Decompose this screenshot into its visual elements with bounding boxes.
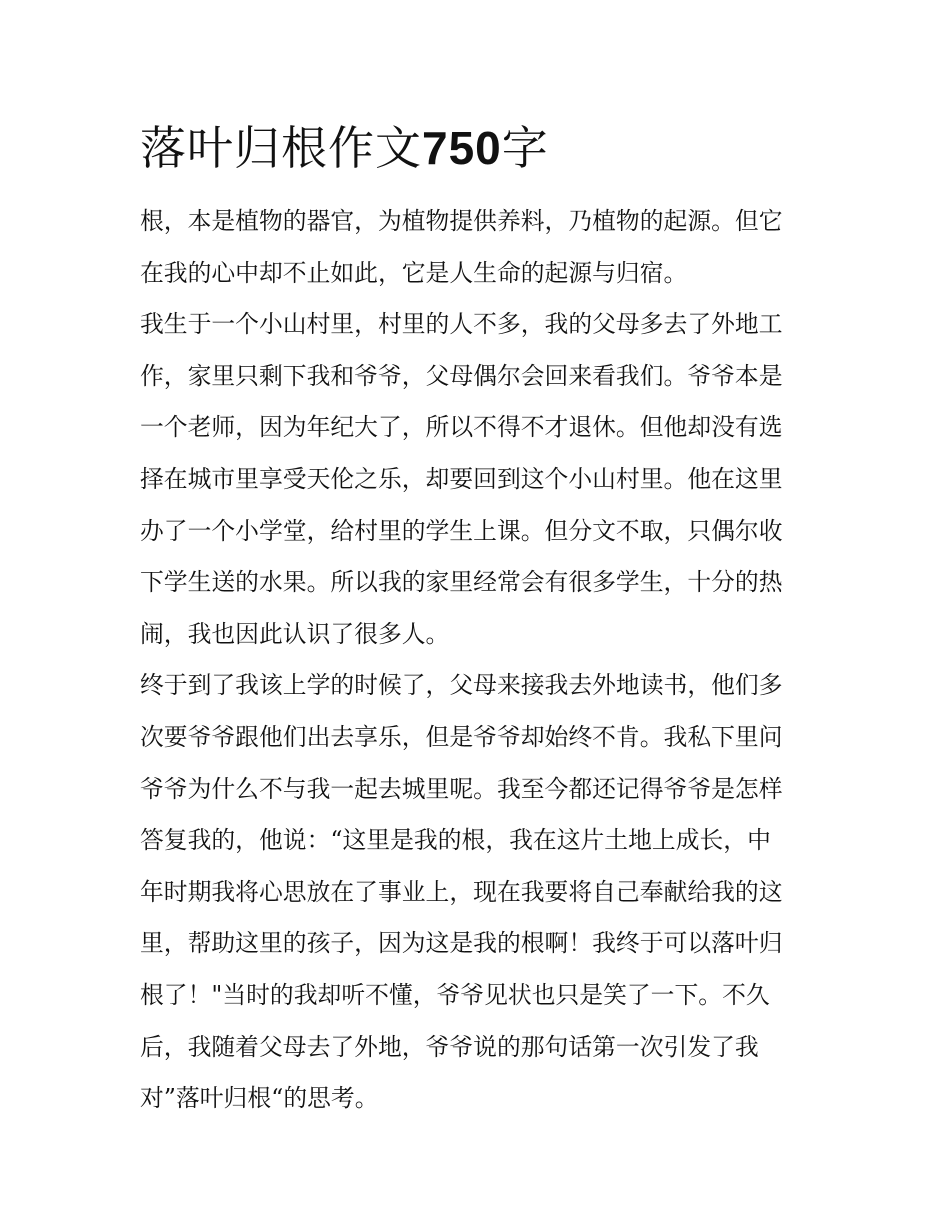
text-line: 办了一个小学堂，给村里的学生上课。但分文不取，只偶尔收 [140,516,783,545]
text-line: 根了！"当时的我却听不懂，爷爷见状也只是笑了一下。不久 [140,980,770,1009]
text-line: 在我的心中却不止如此，它是人生命的起源与归宿。 [140,258,688,287]
text-line: 次要爷爷跟他们出去享乐，但是爷爷却始终不肯。我私下里问 [140,722,783,751]
text-line: 后，我随着父母去了外地，爷爷说的那句话第一次引发了我 [140,1032,759,1061]
text-line: 作，家里只剩下我和爷爷，父母偶尔会回来看我们。爷爷本是 [140,361,783,390]
text-line: 终于到了我该上学的时候了，父母来接我去外地读书，他们多 [140,671,783,700]
document-title [140,116,549,180]
text-line: 根，本是植物的器官，为植物提供养料，乃植物的起源。但它 [140,207,783,235]
text-line: 对”落叶归根“的思考。 [140,1084,379,1113]
title-text: 落叶归根作文 [140,121,422,175]
text-line: 闹，我也因此认识了很多人。 [140,619,450,648]
text-line: 下学生送的水果。所以我的家里经常会有很多学生，十分的热 [140,568,783,597]
text-line: 我生于一个小山村里，村里的人不多，我的父母多去了外地工 [140,310,783,339]
text-line: 一个老师，因为年纪大了，所以不得不才退休。但他却没有选 [140,413,783,442]
text-line: 择在城市里享受天伦之乐，却要回到这个小山村里。他在这里 [140,464,783,493]
text-line: 爷爷为什么不与我一起去城里呢。我至今都还记得爷爷是怎样 [140,774,783,803]
text-line: 里，帮助这里的孩子，因为这是我的根啊！我终于可以落叶归 [140,929,783,958]
text-line: 年时期我将心思放在了事业上，现在我要将自己奉献给我的这 [140,877,783,906]
title-suffix: 字 [501,121,549,175]
text-line: 答复我的，他说：“这里是我的根，我在这片土地上成长，中 [140,826,771,855]
document-body [140,196,830,1125]
title-number: 750 [422,122,502,174]
